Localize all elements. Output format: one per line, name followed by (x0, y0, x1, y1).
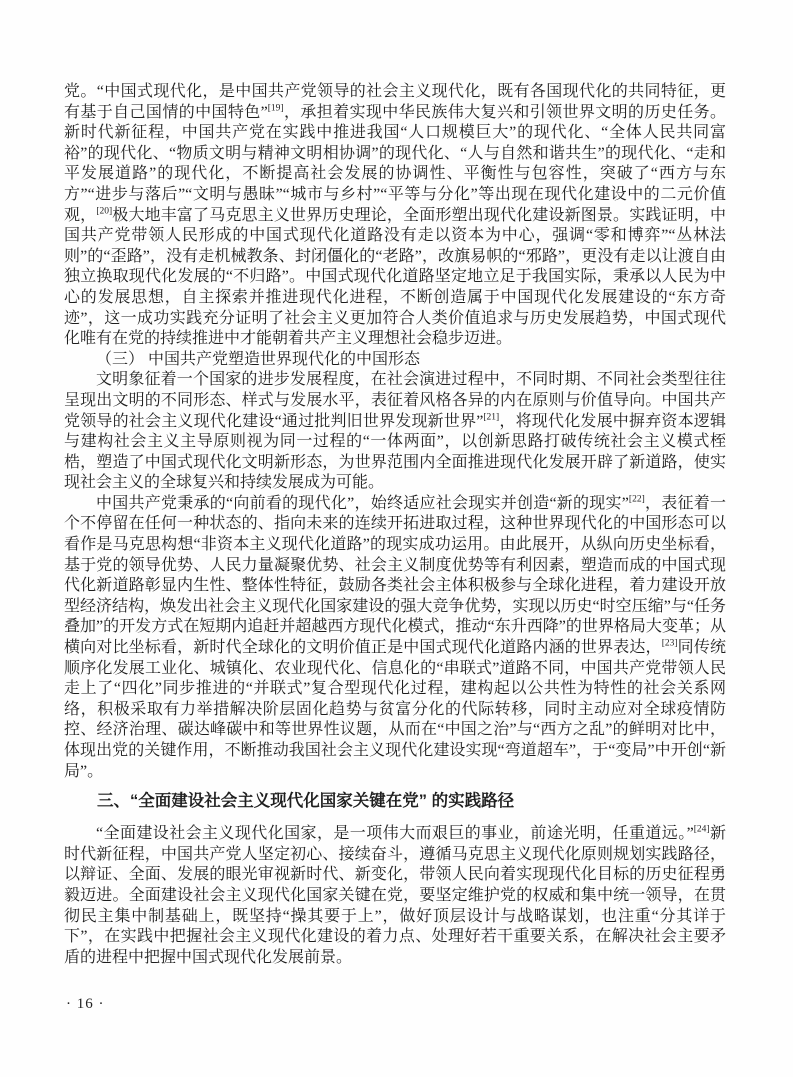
text-run: ，将现代化发展中摒弃资本逻辑与建构社会主义主导原则视为同一过程的“一体两面”，以创新思路打破传统社会主义模式桎梏，塑造了中国式现代化文明新形态，为世界范围内全面推进现代化发展开辟了新道路，使实现社会主义的全球复兴和持续发展成为可能。 (64, 412, 726, 492)
text-run: 同传统顺序化发展工业化、城镇化、农业现代化、信息化的“串联式”道路不同，中国共产党带领人民走上了“四化”同步推进的“并联式”复合型现代化过程，建构起以公共性为特性的社会关系网络，积极采取有力举措解决阶层固化趋势与贫富分化的代际转移，同时主动应对全球疫情防控、经济治理、碳达峰碳中和等世界性议题，从而在“中国之治”与“西方之乱”的鲜明对比中，体现出党的关键作用，不断推动我国社会主义现代化建设实现“弯道超车”，于“变局”中开创“新局”。 (64, 639, 726, 780)
text-run: ，表征着一个不停留在任何一种状态的、指向未来的连续开拓进取过程，这种世界现代化的中国形态可以看作是马克思构想“非资本主义现代化道路”的现实成功运用。由此展开，从纵向历史坐标看，基于党的领导优势、人民力量凝聚优势、社会主义制度优势等有利因素，塑造而成的中国式现代化新道路彰显内生性、整体性特征，鼓励各类社会主体积极参与全球化进程，着力建设开放型经济结构，焕发出社会主义现代化国家建设的强大竞争优势，实现以历史“时空压缩”与“任务叠加”的开发方式在短期内追赶并超越西方现代化模式，推动“东升西降”的世界格局大变革；从横向对比坐标看，新时代全球化的文明价值正是中国式现代化道路内涵的世界表达， (64, 494, 726, 657)
page-number: · 16 · (66, 996, 105, 1012)
paragraph (64, 824, 726, 968)
citation-ref: [20] (96, 206, 113, 217)
paragraph (64, 82, 726, 350)
paragraph (64, 370, 726, 494)
text-run: 极大地丰富了马克思主义世界历史理论，全面形塑出现代化建设新图景。实践证明，中国共产党带领人民形成的中国式现代化道路没有走以资本为中心，强调“零和博弈”“丛林法则”的“歪路”，没有走机械教条、封闭僵化的“老路”，改旗易帜的“邪路”，更没有走以让渡自由独立换取现代化发展的“不归路”。中国式现代化道路坚定地立足于我国实际，秉承以人民为中心的发展思想，自主探索并推进现代化进程，不断创造属于中国现代化发展建设的“东方奇迹”，这一成功实践充分证明了社会主义更加符合人类价值追求与历史发展趋势，中国式现代化唯有在党的持续推进中才能朝着共产主义理想社会稳步迈进。 (64, 206, 726, 348)
text-run: 党。“中国式现代化，是中国共产党领导的社会主义现代化，既有各国现代化的共同特征，更有基于自己国情的中国特色” (64, 83, 726, 121)
article-body (64, 82, 726, 968)
citation-ref: [22] (628, 494, 645, 505)
citation-ref: [21] (483, 412, 500, 423)
text-run: ，承担着实现中华民族伟大复兴和引领世界文明的历史任务。新时代新征程，中国共产党在实践中推进我国“人口规模巨大”的现代化、“全体人民共同富裕”的现代化、“物质文明与精神文明相协调”的现代化、“人与自然和谐共生”的现代化、“走和平发展道路”的现代化，不断提高社会发展的协调性、平衡性与包容性，突破了“西方与东方”“进步与落后”“文明与愚昧”“城市与乡村”“平等与分化”等出现在现代化建设中的二元价值观， (64, 103, 726, 224)
text-run: 中国共产党秉承的“向前看的现代化”，始终适应社会现实并创造“新的现实” (96, 494, 629, 512)
citation-ref: [23] (661, 638, 678, 649)
text-run: “全面建设社会主义现代化国家，是一项伟大而艰巨的事业，前途光明，任重道远。” (96, 825, 694, 843)
text-run: 新时代新征程，中国共产党人坚定初心、接续奋斗，遵循马克思主义现代化原则规划实践路径，以辩证、全面、发展的眼光审视新时代、新变化，带领人民向着实现现代化目标的历史征程勇毅迈进。全面建设社会主义现代化国家关键在党，要坚定维护党的权威和集中统一领导，在贯彻民主集中制基础上，既坚持“操其要于上”，做好顶层设计与战略谋划，也注重“分其详于下”，在实践中把握社会主义现代化建设的着力点、处理好若干重要关系，在解决社会主要矛盾的进程中把握中国式现代化发展前景。 (64, 825, 726, 966)
paragraph (64, 494, 726, 782)
text-run: 文明象征着一个国家的进步发展程度，在社会演进过程中，不同时期、不同社会类型往往呈现出文明的不同形态、样式与发展水平，表征着风格各异的内在原则与价值导向。中国共产党领导的社会主义现代化建设“通过批判旧世界发现新世界” (64, 371, 726, 430)
section-heading: 三、“全面建设社会主义现代化国家关键在党” 的实践路径 (97, 792, 515, 811)
citation-ref: [24] (693, 824, 710, 835)
subsection-heading: （三） 中国共产党塑造世界现代化的中国形态 (96, 350, 421, 368)
citation-ref: [19] (267, 103, 284, 114)
